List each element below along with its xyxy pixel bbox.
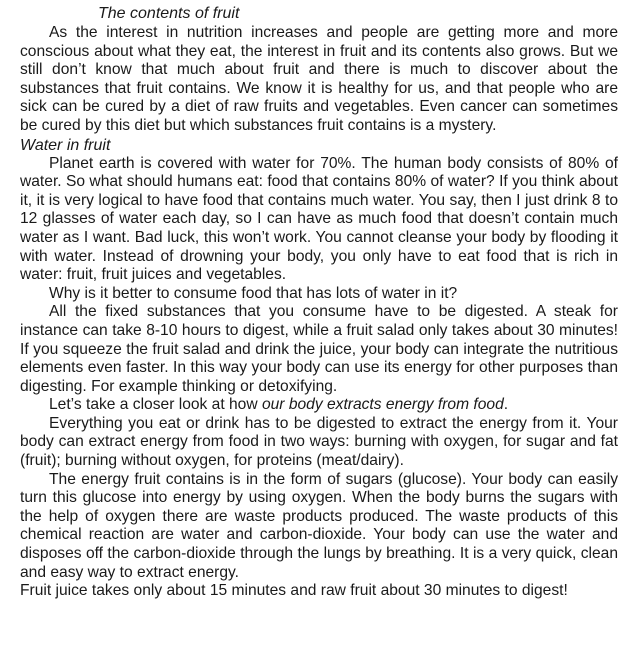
intro-paragraph: As the interest in nutrition increases and people are getting more and more conscious about what they eat, the interest in fruit and its contents also grows. But we still don’t know that much about fruit and there is much to discover about the substances that fruit contains. We know it is healthy for us, and that people who are sick can be cured by a diet of raw fruits and vegetables. Even cancer can sometimes be cured by this diet but which substances fruit contains is a mystery.: [20, 24, 618, 134]
closer-look-emphasis: our body extracts energy from food: [261, 396, 504, 414]
paragraph-energy-extraction: Everything you eat or drink has to be digested to extract the energy from it. Your body can extract energy from food in two ways: burning with oxygen, for sugar and fat (fruit); burning without oxygen, for proteins (meat/dairy).: [20, 414, 618, 470]
paragraph-digestion: All the fixed substances that you consume have to be digested. A steak for instance can take 8-10 hours to digest, while a fruit salad only takes about 30 minutes! If you squeeze the fruit salad and drink the juice, your body can integrate the nutritious elements even faster. In this way your body can use its energy for other purposes than digesting. For example thinking or detoxifying.: [20, 303, 618, 395]
paragraph-closer-look: [20, 396, 618, 415]
paragraph-glucose: The energy fruit contains is in the form of sugars (glucose). Your body can easily turn this glucose into energy by using oxygen. When the body burns the sugars with the help of oxygen there are waste products produced. The waste products of this chemical reaction are water and carbon-dioxide. Your body can use the water and disposes off the carbon-dioxide through the lungs by breathing. It is a very quick, clean and easy way to extract energy.: [20, 470, 618, 581]
paragraph-digest-times: Fruit juice takes only about 15 minutes and raw fruit about 30 minutes to digest!: [20, 582, 568, 600]
section-heading: Water in fruit: [20, 136, 111, 154]
paragraph-water-body: Planet earth is covered with water for 70%. The human body consists of 80% of water. So what should humans eat: food that contains 80% of water? If you think about it, it is very logical to have food that contains much water. You say, then I just drink 8 to 12 glasses of water each day, so I can have as much food that doesn’t contain much water as I want. Bad luck, this won’t work. You cannot cleanse your body by flooding it with water. Instead of drowning your body, you only have to eat food that is rich in water: fruit, fruit juices and vegetables.: [20, 154, 618, 284]
paragraph-question: Why is it better to consume food that has lots of water in it?: [49, 284, 458, 302]
closer-look-prefix: Let’s take a closer look at how: [49, 396, 262, 414]
closer-look-suffix: .: [503, 396, 509, 414]
page-title: The contents of fruit: [98, 5, 240, 22]
